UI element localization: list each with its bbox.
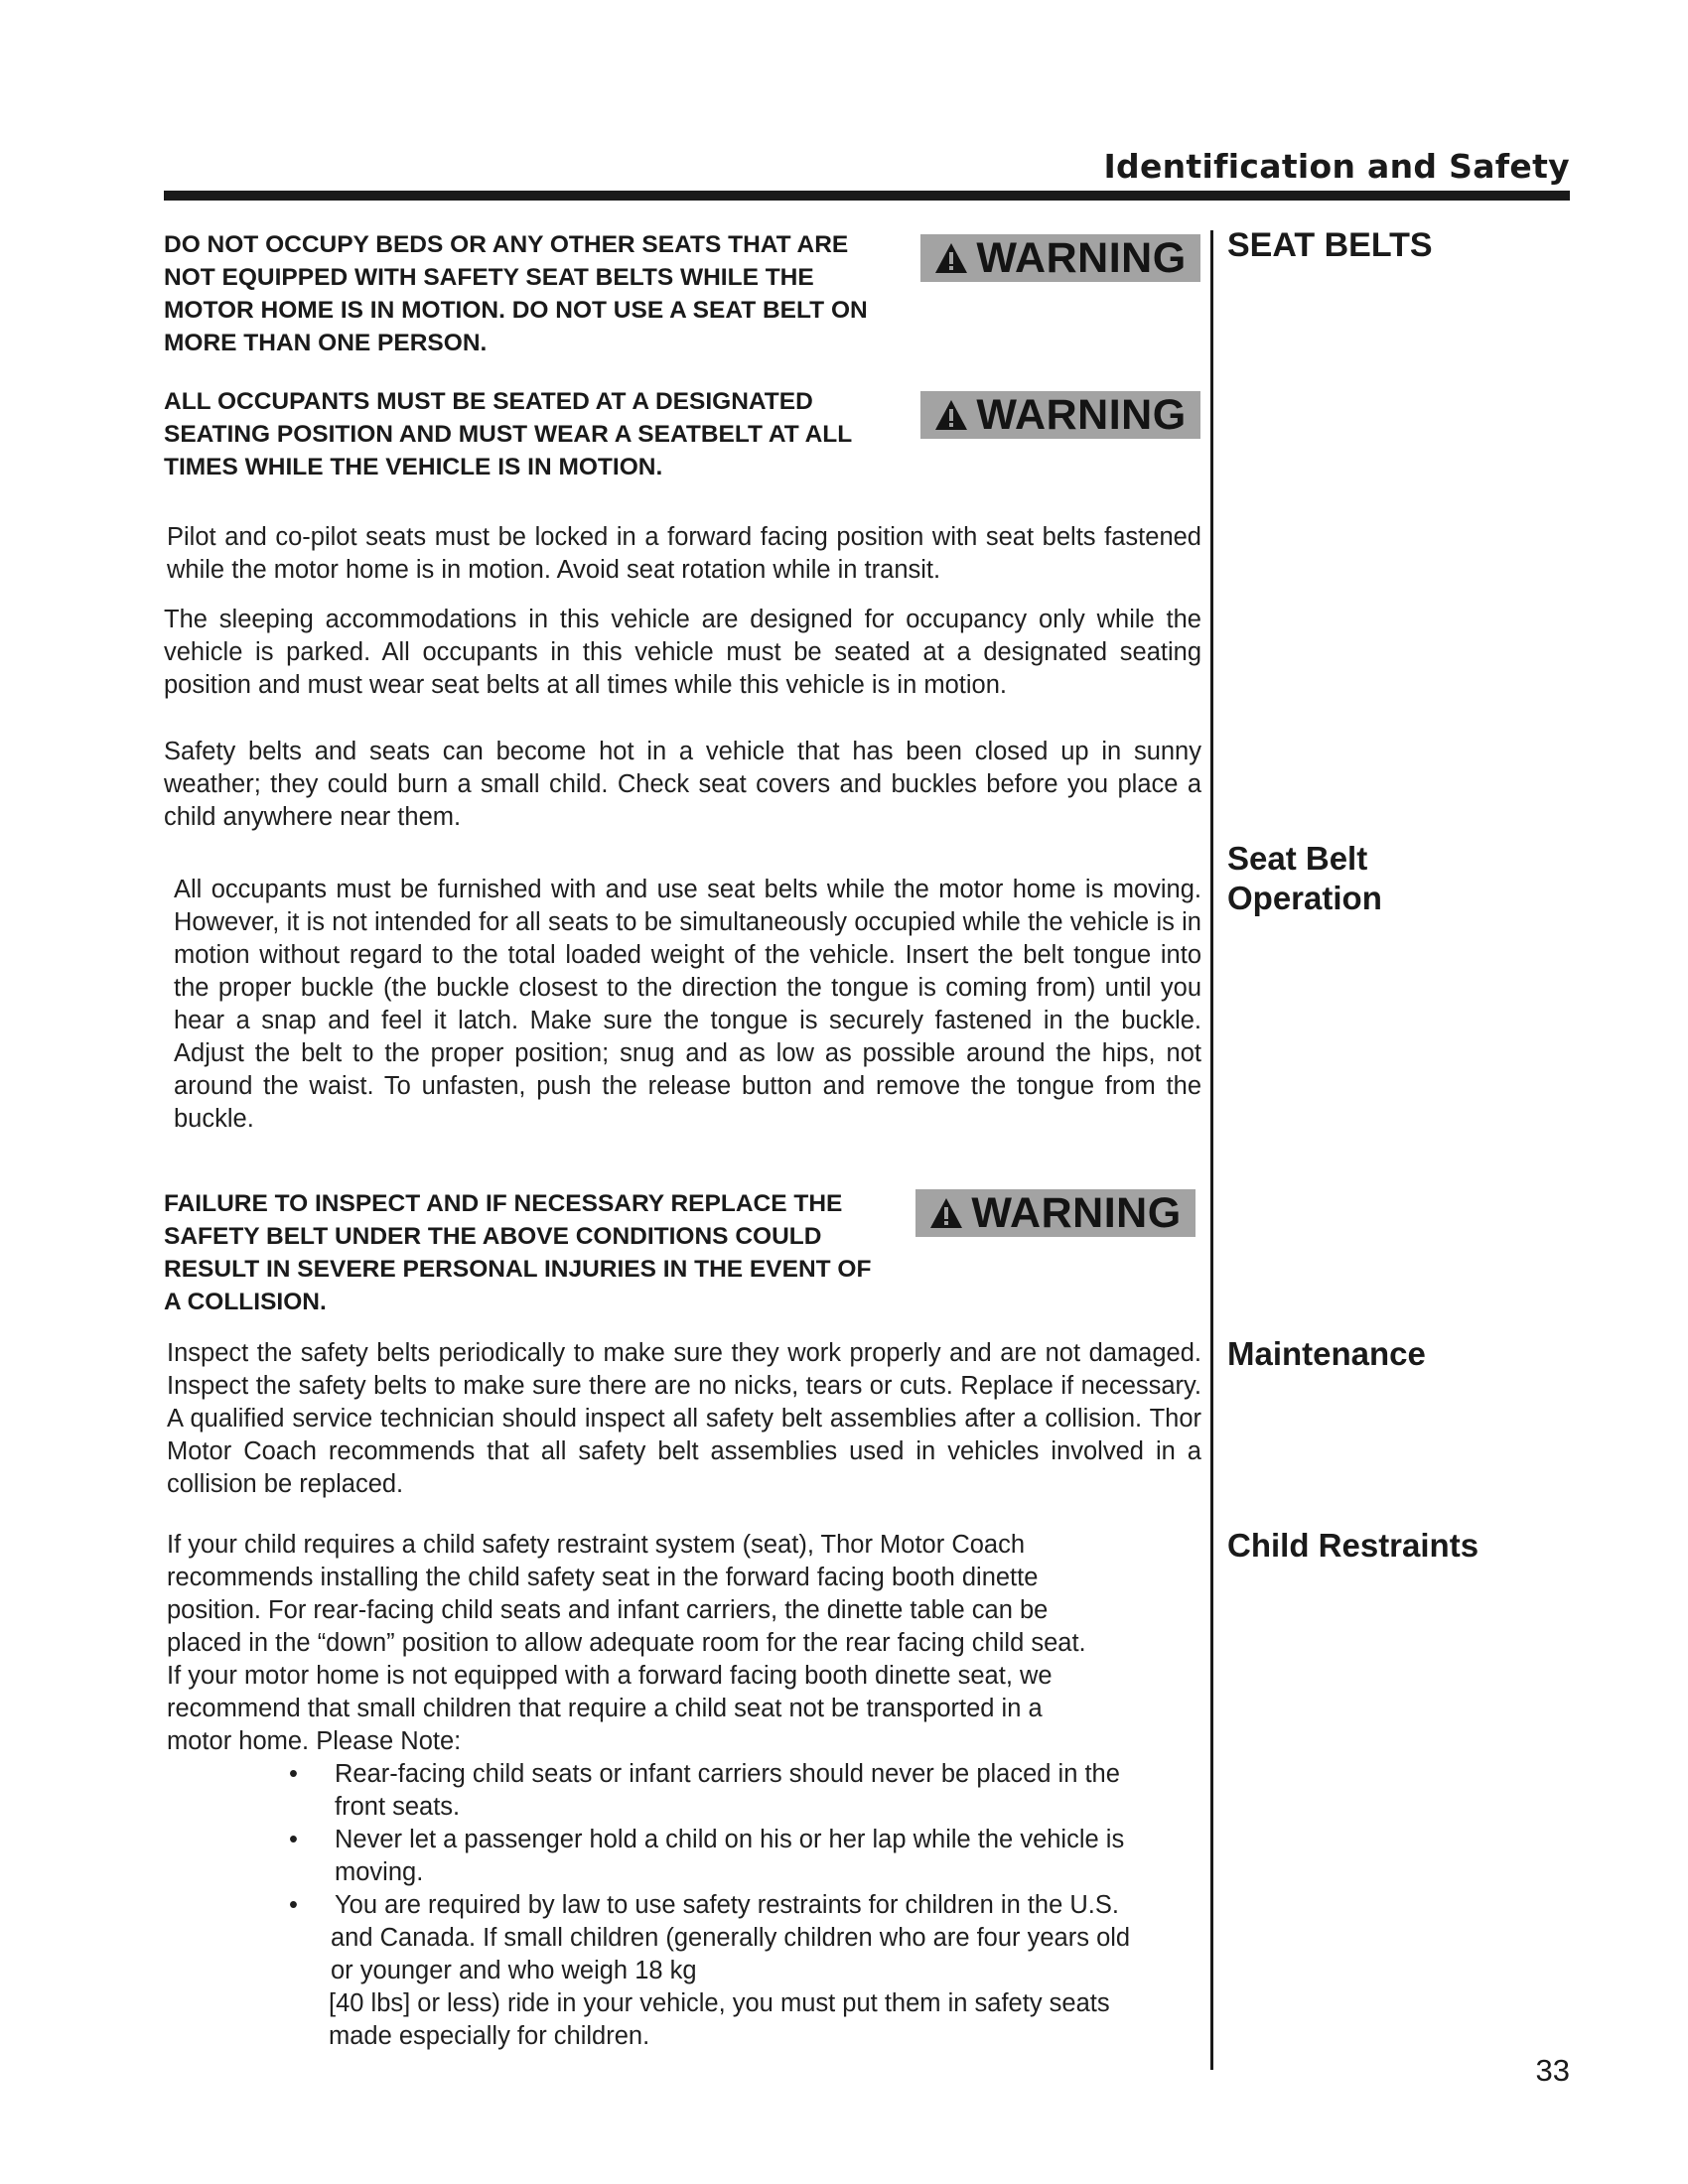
text-line: recommend that small children that require a child seat not be transported in a (167, 1695, 1043, 1722)
text-line: made especially for children. (329, 2022, 650, 2050)
paragraph-hot-belts: Safety belts and seats can become hot in a vehicle that has been closed up in sunny weather; they could burn a small child. Check seat covers and buckles before you place a child anywhere near them. (164, 738, 1201, 831)
sidebar-heading-line: Operation (1227, 880, 1382, 916)
paragraph-pilot-seats: Pilot and co-pilot seats must be locked in a forward facing position with seat belts fastened while the motor home is in motion. Avoid seat rotation while in transit. (167, 523, 1201, 584)
bullet-icon: • (289, 1891, 298, 1919)
text-line: moving. (335, 1858, 424, 1886)
warning-badge (920, 391, 1200, 439)
bullet-icon: • (289, 1760, 298, 1788)
paragraph-maintenance: Inspect the safety belts periodically to make sure they work properly and are not damaged. Inspect the safety belts to make sure there are no nicks, tears or cuts. Replace if necessary. A qualified service technician should inspect all safety belt assemblies after a collision. Thor Motor Coach recommends that all safety belt assemblies used in vehicles involved in a collision be replaced. (167, 1339, 1201, 1498)
text-line: motor home. Please Note: (167, 1727, 462, 1755)
text-line: placed in the “down” position to allow adequate room for the rear facing child seat. (167, 1629, 1086, 1657)
sidebar-heading-line: Seat Belt (1227, 840, 1368, 877)
sidebar-heading-seat-belts: SEAT BELTS (1227, 226, 1433, 264)
warning-badge (915, 1189, 1196, 1237)
warning-badge-label: WARNING (976, 390, 1187, 439)
warning-triangle-icon (934, 242, 968, 274)
section-header-title: Identification and Safety (1103, 147, 1570, 186)
warning-badge (920, 234, 1200, 282)
page-number: 33 (1535, 2053, 1570, 2088)
warning-text-unequipped-seats: DO NOT OCCUPY BEDS OR ANY OTHER SEATS THAT ARE NOT EQUIPPED WITH SAFETY SEAT BELTS WHILE THE MOTOR HOME IS IN MOTION. DO NOT USE A SEAT BELT ON MORE THAN ONE PERSON. (164, 231, 868, 356)
warning-triangle-icon (929, 1197, 963, 1229)
text-line: and Canada. If small children (generally children who are four years old (331, 1924, 1131, 1952)
warning-triangle-icon (934, 399, 968, 431)
sidebar-heading-seat-belt-operation (1227, 839, 1382, 918)
list-item (283, 1889, 1201, 2053)
paragraph-sleeping-accommodations: The sleeping accommodations in this vehicle are designed for occupancy only while the vehicle is parked. All occupants in this vehicle must be seated at a designated seating position and must wear seat belts at all times while this vehicle is in motion. (164, 606, 1201, 699)
text-line: You are required by law to use safety restraints for children in the U.S. (335, 1891, 1119, 1919)
text-line: If your motor home is not equipped with a forward facing booth dinette seat, we (167, 1662, 1053, 1690)
text-line: front seats. (335, 1793, 461, 1821)
text-line: position. For rear-facing child seats and infant carriers, the dinette table can be (167, 1596, 1049, 1624)
warning-text-inspect-replace: FAILURE TO INSPECT AND IF NECESSARY REPLACE THE SAFETY BELT UNDER THE ABOVE CONDITIONS COULD RESULT IN SEVERE PERSONAL INJURIES IN THE EVENT OF A COLLISION. (164, 1190, 872, 1315)
text-line: Rear-facing child seats or infant carriers should never be placed in the (335, 1760, 1120, 1788)
child-safety-notes-list (283, 1758, 1201, 2053)
column-divider (1210, 230, 1213, 2070)
warning-text-designated-seating: ALL OCCUPANTS MUST BE SEATED AT A DESIGNATED SEATING POSITION AND MUST WEAR A SEATBELT AT ALL TIMES WHILE THE VEHICLE IS IN MOTION. (164, 388, 852, 480)
header-rule (164, 191, 1570, 201)
text-line: or younger and who weigh 18 kg (331, 1957, 697, 1984)
text-line: [40 lbs] or less) ride in your vehicle, you must put them in safety seats (329, 1989, 1110, 2017)
bullet-icon: • (289, 1826, 298, 1853)
text-line: Never let a passenger hold a child on his or her lap while the vehicle is (335, 1826, 1125, 1853)
warning-badge-label: WARNING (971, 1188, 1182, 1237)
paragraph-child-restraints (167, 1529, 1201, 1758)
warning-badge-label: WARNING (976, 233, 1187, 282)
list-item (283, 1824, 1201, 1889)
text-line: If your child requires a child safety restraint system (seat), Thor Motor Coach (167, 1531, 1026, 1559)
sidebar-heading-maintenance: Maintenance (1227, 1335, 1426, 1372)
list-item (283, 1758, 1201, 1824)
paragraph-seat-belt-operation: All occupants must be furnished with and use seat belts while the motor home is moving. However, it is not intended for all seats to be simultaneously occupied while the vehicle is in motion without regard to the total loaded weight of the vehicle. Insert the belt tongue into the proper buckle (the buckle closest to the direction the tongue is coming from) until you hear a snap and feel it latch. Make sure the tongue is securely fastened in the buckle. Adjust the belt to the proper position; snug and as low as possible around the hips, not around the waist. To unfasten, push the release button and remove the tongue from the buckle. (174, 876, 1201, 1133)
text-line: recommends installing the child safety seat in the forward facing booth dinette (167, 1564, 1039, 1591)
sidebar-heading-child-restraints: Child Restraints (1227, 1527, 1479, 1564)
